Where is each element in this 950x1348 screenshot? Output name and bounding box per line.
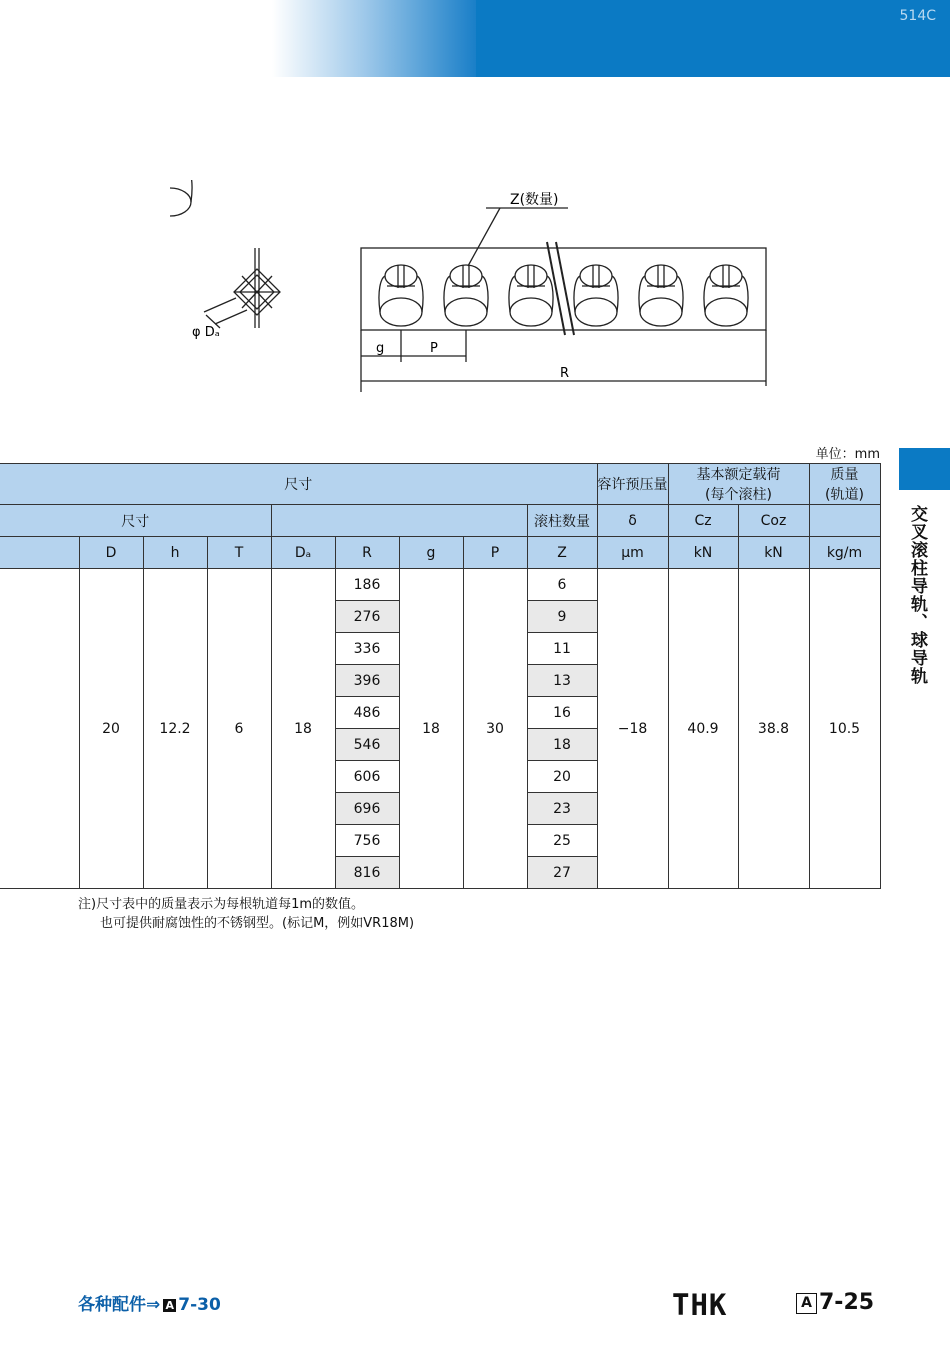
col-model xyxy=(0,537,79,569)
header-preload: 容许预压量 xyxy=(597,464,668,505)
z-cell: 16 xyxy=(527,697,597,729)
r-cell: 756 xyxy=(335,825,399,857)
unit-mass: kg/m xyxy=(809,537,880,569)
r-cell: 396 xyxy=(335,665,399,697)
page-code: 514C xyxy=(899,8,936,24)
col-z: Z xyxy=(527,537,597,569)
footer-reference-page: 7-30 xyxy=(178,1295,221,1315)
unit-label: 单位：mm xyxy=(815,447,880,462)
col-t: T xyxy=(207,537,271,569)
top-banner xyxy=(0,0,950,77)
r-cell: 546 xyxy=(335,729,399,761)
col-da: Dₐ xyxy=(271,537,335,569)
r-cell: 816 xyxy=(335,857,399,889)
header-sub-dimension: 尺寸 xyxy=(0,505,271,537)
note-line-2: 也可提供耐腐蚀性的不锈钢型。(标记M，例如VR18M) xyxy=(100,916,415,931)
col-r: R xyxy=(335,537,399,569)
z-cell: 20 xyxy=(527,761,597,793)
footer-reference-link[interactable] xyxy=(78,1290,221,1315)
unit-cz: kN xyxy=(668,537,738,569)
value-mass: 10.5 xyxy=(809,569,880,889)
header-cz: Cz xyxy=(668,505,738,537)
header-dimension: 尺寸 xyxy=(0,464,597,505)
note-line-1: 注)尺寸表中的质量表示为每根轨道每1m的数值。 xyxy=(78,897,365,912)
z-cell: 25 xyxy=(527,825,597,857)
unit-delta: μm xyxy=(597,537,668,569)
z-cell: 23 xyxy=(527,793,597,825)
model-cell xyxy=(0,569,79,889)
col-h: h xyxy=(143,537,207,569)
side-tab xyxy=(899,448,950,490)
z-cell: 18 xyxy=(527,729,597,761)
z-cell: 27 xyxy=(527,857,597,889)
header-load: 基本额定载荷 (每个滚柱) xyxy=(668,464,809,505)
rail-cage-diagram xyxy=(170,180,790,400)
value-coz: 38.8 xyxy=(738,569,809,889)
header-mass-blank xyxy=(809,505,880,537)
header-mass: 质量 (轨道) xyxy=(809,464,880,505)
value-da: 18 xyxy=(271,569,335,889)
z-label: Z(数量) xyxy=(510,192,559,208)
value-d: 20 xyxy=(79,569,143,889)
z-cell: 13 xyxy=(527,665,597,697)
roller-cross-section-figure xyxy=(204,248,280,328)
col-g: g xyxy=(399,537,463,569)
r-label: R xyxy=(560,366,570,381)
p-label: P xyxy=(430,341,438,356)
spec-table xyxy=(0,463,881,889)
r-cell: 606 xyxy=(335,761,399,793)
page-number-value: 7-25 xyxy=(819,1290,875,1315)
value-t: 6 xyxy=(207,569,271,889)
r-cell: 696 xyxy=(335,793,399,825)
section-a-icon: A xyxy=(163,1299,176,1312)
g-label: g xyxy=(376,341,385,356)
r-cell: 486 xyxy=(335,697,399,729)
z-cell: 6 xyxy=(527,569,597,601)
r-cell: 276 xyxy=(335,601,399,633)
page-number xyxy=(796,1290,874,1315)
r-cell: 186 xyxy=(335,569,399,601)
col-p: P xyxy=(463,537,527,569)
header-roller-count: 滚柱数量 xyxy=(527,505,597,537)
value-g: 18 xyxy=(399,569,463,889)
col-d: D xyxy=(79,537,143,569)
da-label: φ Dₐ xyxy=(192,325,220,340)
banner-solid xyxy=(476,0,950,77)
thk-logo: THK xyxy=(672,1288,728,1322)
value-cz: 40.9 xyxy=(668,569,738,889)
value-h: 12.2 xyxy=(143,569,207,889)
notes xyxy=(78,895,414,933)
z-cell: 11 xyxy=(527,633,597,665)
unit-coz: kN xyxy=(738,537,809,569)
section-a-icon: A xyxy=(796,1293,817,1314)
footer-reference-text: 各种配件⇒ xyxy=(78,1295,161,1315)
z-cell: 9 xyxy=(527,601,597,633)
side-section-label: 交叉滚柱导轨、球导轨 xyxy=(907,505,927,685)
header-coz: Coz xyxy=(738,505,809,537)
r-cell: 336 xyxy=(335,633,399,665)
banner-gradient xyxy=(272,0,476,77)
header-sub-blank xyxy=(271,505,527,537)
value-delta: −18 xyxy=(597,569,668,889)
header-delta: δ xyxy=(597,505,668,537)
value-p: 30 xyxy=(463,569,527,889)
